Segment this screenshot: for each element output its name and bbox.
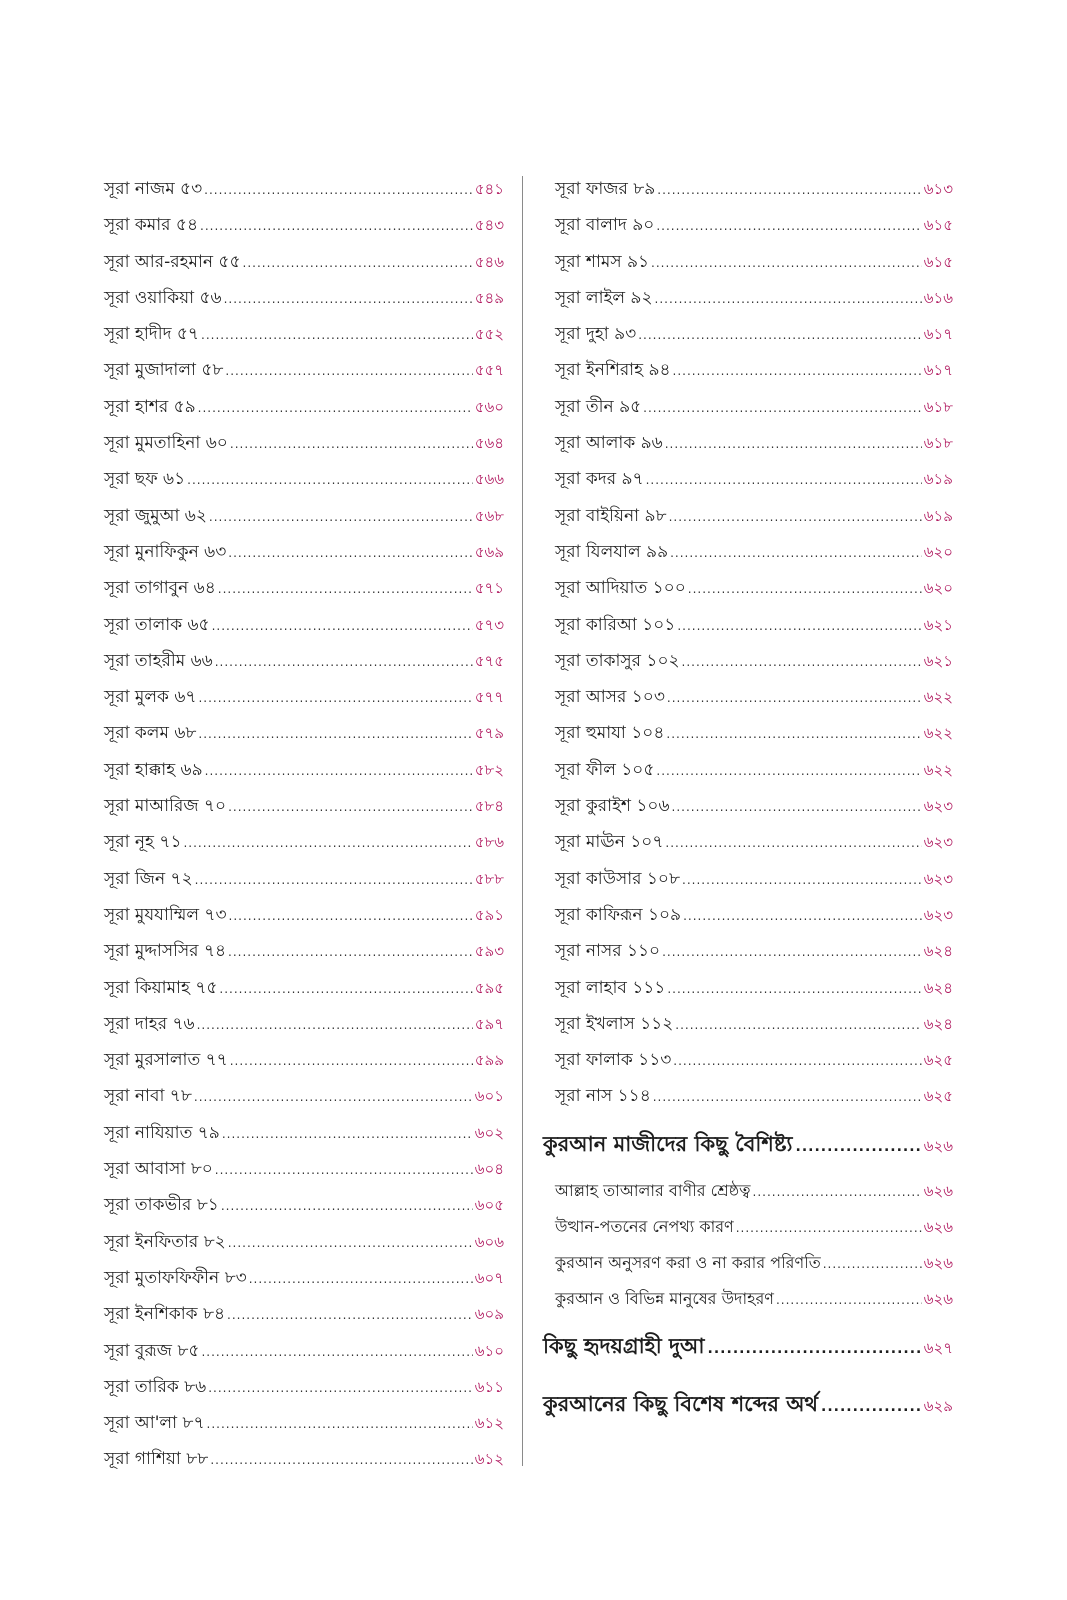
toc-page-number: ৫৬৮ — [474, 506, 504, 525]
toc-entry — [104, 1011, 504, 1047]
toc-page-number: ৫৪৩ — [474, 216, 504, 235]
toc-page-number: ৬১৭ — [923, 325, 953, 344]
dot-leader — [197, 1018, 473, 1032]
dot-leader — [224, 292, 473, 306]
toc-entry — [555, 430, 953, 466]
toc-page-number: ৬২২ — [923, 688, 953, 707]
toc-page-number: ৬১৭ — [923, 361, 953, 380]
toc-title: সূরা দাহর ৭৬ — [104, 1013, 195, 1034]
toc-page-number: ৬২৬ — [923, 1289, 953, 1308]
toc-page-number: ৬১১ — [474, 1377, 504, 1396]
toc-entry — [104, 902, 504, 938]
toc-page-number: ৬২৩ — [923, 905, 953, 924]
dot-leader — [200, 219, 473, 233]
toc-entry — [104, 575, 504, 611]
toc-entry — [104, 1192, 504, 1228]
toc-page-number: ৫৭৩ — [474, 615, 504, 634]
toc-entry — [555, 684, 953, 720]
dot-leader — [230, 1054, 473, 1068]
dot-leader — [656, 764, 921, 778]
toc-entry — [555, 539, 953, 575]
toc-page-number: ৫৭৯ — [474, 724, 504, 743]
toc-page-number: ৫৯১ — [474, 905, 504, 924]
toc-page-number: ৬০৭ — [474, 1268, 504, 1287]
toc-entry — [104, 176, 504, 212]
toc-title: সূরা হাক্কাহ ৬৯ — [104, 759, 203, 780]
dot-leader — [228, 546, 472, 560]
dot-leader — [207, 1417, 473, 1431]
dot-leader — [672, 800, 922, 814]
toc-page-number: ৬২১ — [923, 651, 953, 670]
toc-entry — [104, 684, 504, 720]
toc-page-number: ৬১৫ — [923, 216, 953, 235]
toc-title: সূরা মুমতাহিনা ৬০ — [104, 433, 228, 454]
dot-leader — [667, 691, 922, 705]
dot-leader — [673, 1054, 921, 1068]
dot-leader — [821, 1399, 921, 1415]
dot-leader — [675, 1018, 921, 1032]
toc-page-number: ৫৯৭ — [474, 1014, 504, 1033]
toc-entry — [104, 793, 504, 829]
toc-page-number: ৬১৯ — [923, 506, 953, 525]
toc-entry — [555, 829, 953, 865]
dot-leader — [194, 1090, 473, 1104]
toc-entry — [104, 466, 504, 502]
toc-page-number: ৫৪৬ — [474, 252, 504, 271]
dot-leader — [667, 982, 921, 996]
dot-leader — [638, 328, 922, 342]
toc-page-number: ৫৪৯ — [474, 288, 504, 307]
toc-page-number: ৬২৬ — [923, 1253, 953, 1272]
toc-entry — [104, 1338, 504, 1374]
dot-leader — [212, 619, 473, 633]
toc-page-number: ৬২৪ — [923, 942, 953, 961]
toc-title: সূরা তীন ৯৫ — [555, 396, 642, 417]
toc-title: সূরা ইনশিকাক ৮৪ — [104, 1304, 226, 1325]
toc-section-heading — [543, 1128, 953, 1178]
toc-entry — [104, 503, 504, 539]
dot-leader — [201, 1345, 472, 1359]
toc-title: সূরা আ'লা ৮৭ — [104, 1413, 205, 1434]
dot-leader — [651, 256, 922, 270]
toc-title: সূরা কাউসার ১০৮ — [555, 868, 681, 889]
toc-entry — [104, 285, 504, 321]
toc-title: সূরা বাইয়িনা ৯৮ — [555, 505, 667, 526]
toc-sub-entry — [555, 1178, 953, 1214]
toc-entry — [104, 1156, 504, 1192]
toc-title: সূরা ছফ ৬১ — [104, 469, 186, 490]
toc-page-number: ৬২২ — [923, 760, 953, 779]
dot-leader — [198, 727, 472, 741]
toc-entry — [555, 249, 953, 285]
toc-title: সূরা ফালাক ১১৩ — [555, 1050, 672, 1071]
dot-leader — [225, 364, 472, 378]
toc-page-number: ৬০১ — [474, 1087, 504, 1106]
toc-entry — [104, 1410, 504, 1446]
column-divider — [522, 176, 523, 1466]
toc-title: সূরা নাস ১১৪ — [555, 1086, 651, 1107]
dot-leader — [222, 1127, 473, 1141]
dot-leader — [218, 582, 473, 596]
toc-title: সূরা হাশর ৫৯ — [104, 396, 196, 417]
toc-page-number: ৬১৯ — [923, 470, 953, 489]
toc-entry — [104, 1120, 504, 1156]
toc-entry — [555, 793, 953, 829]
toc-title: সূরা মুরসালাত ৭৭ — [104, 1050, 228, 1071]
toc-page-number: ৬২৩ — [923, 869, 953, 888]
toc-page-number: ৫৫২ — [474, 325, 504, 344]
dot-leader — [243, 256, 473, 270]
toc-title: সূরা বুরূজ ৮৫ — [104, 1340, 200, 1361]
dot-leader — [215, 1163, 473, 1177]
dot-leader — [215, 655, 473, 669]
dot-leader — [683, 909, 922, 923]
toc-title: সূরা আবাসা ৮০ — [104, 1159, 213, 1180]
toc-title: সূরা নাজম ৫৩ — [104, 179, 203, 199]
toc-title: সূরা মুলক ৬৭ — [104, 687, 197, 708]
dot-leader — [657, 183, 921, 197]
toc-title: সূরা জিন ৭২ — [104, 868, 193, 889]
toc-title: সূরা কারিআ ১০১ — [555, 614, 676, 635]
toc-page-number: ৬১৮ — [923, 397, 953, 416]
dot-leader — [195, 873, 473, 887]
dot-leader — [228, 945, 473, 959]
toc-page-number: ৫৯৯ — [474, 1051, 504, 1070]
dot-leader — [776, 1293, 922, 1307]
toc-page-number: ৬১৫ — [923, 252, 953, 271]
toc-title: কুরআন অনুসরণ করা ও না করার পরিণতি — [555, 1252, 821, 1272]
toc-title: সূরা লাহাব ১১১ — [555, 977, 666, 998]
toc-page-number: ৫৮৮ — [474, 869, 504, 888]
toc-title: সূরা দুহা ৯৩ — [555, 324, 637, 345]
dot-leader — [665, 836, 921, 850]
toc-page-number: ৬২৬ — [923, 1181, 953, 1200]
toc-title: সূরা কমার ৫৪ — [104, 215, 198, 236]
toc-title: সূরা তাকভীর ৮১ — [104, 1195, 219, 1216]
toc-page-number: ৬১৬ — [923, 288, 953, 307]
toc-sub-entry — [555, 1214, 953, 1250]
toc-entry — [104, 394, 504, 430]
dot-leader — [221, 1199, 473, 1213]
dot-leader — [198, 691, 472, 705]
dot-leader — [230, 437, 473, 451]
toc-page-number: ৫৮২ — [474, 760, 504, 779]
toc-page-number: ৫৯৩ — [474, 942, 504, 961]
toc-title: সূরা মুতাফফিফীন ৮৩ — [104, 1267, 247, 1288]
toc-entry — [555, 938, 953, 974]
toc-entry — [104, 1265, 504, 1301]
dot-leader — [187, 473, 473, 487]
toc-entry — [104, 1047, 504, 1083]
dot-leader — [204, 183, 473, 197]
dot-leader — [228, 1236, 473, 1250]
toc-title: সূরা কদর ৯৭ — [555, 469, 644, 490]
toc-entry — [555, 720, 953, 756]
toc-entry — [104, 720, 504, 756]
toc-entry — [104, 757, 504, 793]
dot-leader — [249, 1272, 473, 1286]
dot-leader — [646, 473, 922, 487]
toc-title: সূরা যিলযাল ৯৯ — [555, 541, 669, 562]
toc-title: কুরআনের কিছু বিশেষ শব্দের অর্থ — [543, 1391, 819, 1416]
dot-leader — [655, 292, 922, 306]
toc-title: সূরা নূহ ৭১ — [104, 832, 182, 853]
toc-title: সূরা মাআরিজ ৭০ — [104, 796, 227, 817]
toc-entry — [104, 648, 504, 684]
toc-title: সূরা কলম ৬৮ — [104, 723, 197, 744]
dot-leader — [208, 1381, 473, 1395]
toc-entry — [555, 321, 953, 357]
toc-title: সূরা গাশিয়া ৮৮ — [104, 1449, 209, 1470]
toc-entry — [555, 466, 953, 502]
toc-title: সূরা জুমুআ ৬২ — [104, 505, 207, 526]
toc-title: উত্থান-পতনের নেপথ্য কারণ — [555, 1216, 734, 1236]
toc-title: সূরা শামস ৯১ — [555, 251, 650, 272]
toc-entry — [555, 1047, 953, 1083]
toc-title: সূরা হাদীদ ৫৭ — [104, 324, 199, 345]
toc-entry — [555, 176, 953, 212]
dot-leader — [662, 945, 922, 959]
toc-section-heading — [543, 1388, 953, 1438]
toc-entry — [104, 321, 504, 357]
toc-page-number: ৫৭৫ — [474, 651, 504, 670]
toc-entry — [104, 1083, 504, 1119]
dot-leader — [682, 873, 922, 887]
toc-title: সূরা মুযযাম্মিল ৭৩ — [104, 904, 227, 925]
toc-title: সূরা ওয়াকিয়া ৫৬ — [104, 287, 222, 308]
toc-entry — [555, 612, 953, 648]
toc-entry — [555, 1011, 953, 1047]
toc-title: কিছু হৃদয়গ্রাহী দুআ — [543, 1333, 705, 1358]
dot-leader — [229, 909, 473, 923]
toc-page-number: ৬২৫ — [923, 1051, 953, 1070]
toc-page-number: ৬২৯ — [923, 1396, 953, 1415]
dot-leader — [228, 800, 473, 814]
toc-entry — [555, 285, 953, 321]
toc-entry — [104, 1374, 504, 1410]
toc-entry — [104, 938, 504, 974]
toc-page-number: ৬২৩ — [923, 797, 953, 816]
toc-title: সূরা বালাদ ৯০ — [555, 215, 655, 236]
toc-title: সূরা আদিয়াত ১০০ — [555, 578, 686, 599]
toc-page-number: ৬২৪ — [923, 978, 953, 997]
toc-page-number: ৬২৬ — [923, 1136, 953, 1155]
dot-leader — [210, 1453, 472, 1467]
toc-entry — [104, 212, 504, 248]
dot-leader — [669, 510, 922, 524]
toc-page-number: ৫৬৪ — [474, 434, 504, 453]
dot-leader — [673, 364, 922, 378]
toc-title: সূরা হুমাযা ১০৪ — [555, 723, 665, 744]
toc-title: সূরা তালাক ৬৫ — [104, 614, 210, 635]
toc-page-number: ৬২১ — [923, 615, 953, 634]
toc-title: সূরা ইখলাস ১১২ — [555, 1013, 674, 1034]
dot-leader — [201, 328, 473, 342]
toc-title: সূরা লাইল ৯২ — [555, 287, 653, 308]
toc-page-number: ৬০৪ — [474, 1160, 504, 1179]
toc-entry — [555, 648, 953, 684]
dot-leader — [653, 1090, 922, 1104]
toc-page-number: ৬২৩ — [923, 833, 953, 852]
toc-page-number: ৬১৩ — [923, 180, 953, 198]
toc-title: সূরা কুরাইশ ১০৬ — [555, 796, 670, 817]
dot-leader — [643, 401, 922, 415]
toc-page-number: ৬০২ — [474, 1123, 504, 1142]
toc-entry — [104, 249, 504, 285]
toc-entry — [104, 975, 504, 1011]
dot-leader — [670, 546, 922, 560]
toc-page-number: ৬২৫ — [923, 1087, 953, 1106]
toc-page-number: ৬১২ — [474, 1450, 504, 1469]
toc-page-number: ৬১২ — [474, 1414, 504, 1433]
toc-page-number: ৫৪১ — [474, 180, 504, 198]
toc-page-number: ৫৮৪ — [474, 797, 504, 816]
toc-sub-entry — [555, 1286, 953, 1322]
toc-entry — [555, 975, 953, 1011]
toc-title: সূরা ইনফিতার ৮২ — [104, 1231, 226, 1252]
toc-title: সূরা ফীল ১০৫ — [555, 759, 655, 780]
toc-entry — [555, 757, 953, 793]
dot-leader — [796, 1139, 921, 1155]
toc-page-number: ৫৯৫ — [474, 978, 504, 997]
toc-column-right — [543, 176, 953, 1438]
toc-title: সূরা কাফিরূন ১০৯ — [555, 904, 682, 925]
dot-leader — [823, 1257, 922, 1271]
toc-page-number: ৫৬৯ — [474, 542, 504, 561]
toc-section-heading — [543, 1330, 953, 1380]
toc-page-number: ৬২৭ — [923, 1338, 953, 1357]
toc-entry — [555, 394, 953, 430]
toc-title: সূরা নাবা ৭৮ — [104, 1086, 192, 1107]
toc-entry — [104, 1446, 504, 1482]
dot-leader — [219, 982, 472, 996]
toc-entry — [104, 829, 504, 865]
toc-entry — [555, 1083, 953, 1119]
dot-leader — [227, 1308, 473, 1322]
toc-page-number: ৬১০ — [474, 1341, 504, 1360]
toc-entry — [104, 1229, 504, 1265]
dot-leader — [666, 727, 921, 741]
toc-entry — [555, 575, 953, 611]
toc-entry — [104, 1301, 504, 1337]
toc-title: সূরা ফাজর ৮৯ — [555, 179, 656, 199]
toc-title: সূরা আর-রহমান ৫৫ — [104, 251, 241, 272]
toc-page-number: ৬২০ — [923, 542, 953, 561]
toc-entry — [555, 866, 953, 902]
toc-title: সূরা কিয়ামাহ ৭৫ — [104, 977, 218, 998]
toc-column-left — [104, 176, 504, 1483]
toc-title: সূরা নাযিয়াত ৭৯ — [104, 1122, 220, 1143]
toc-title: আল্লাহ তাআলার বাণীর শ্রেষ্ঠত্ব — [555, 1180, 751, 1200]
toc-entry — [104, 612, 504, 648]
toc-title: সূরা মাঊন ১০৭ — [555, 832, 664, 853]
toc-page-number: ৫৭৭ — [474, 688, 504, 707]
toc-page-number: ৬০৫ — [474, 1196, 504, 1215]
toc-entry — [104, 539, 504, 575]
toc-title: সূরা তাগাবুন ৬৪ — [104, 578, 216, 599]
toc-title: কুরআন মাজীদের কিছু বৈশিষ্ট্য — [543, 1131, 793, 1156]
toc-page-number: ৬১৮ — [923, 434, 953, 453]
toc-entry — [104, 866, 504, 902]
toc-page-number: ৬২২ — [923, 724, 953, 743]
toc-page-number: ৬০৬ — [474, 1232, 504, 1251]
dot-leader — [665, 437, 922, 451]
toc-title: সূরা মুজাদালা ৫৮ — [104, 360, 224, 381]
toc-sub-entry — [555, 1250, 953, 1286]
toc-page-number: ৬২০ — [923, 579, 953, 598]
dot-leader — [688, 582, 922, 596]
dot-leader — [183, 836, 472, 850]
dot-leader — [736, 1221, 922, 1235]
toc-title: সূরা তাকাসুর ১০২ — [555, 650, 680, 671]
toc-entry — [555, 357, 953, 393]
toc-title: কুরআন ও বিভিন্ন মানুষের উদাহরণ — [555, 1288, 774, 1308]
dot-leader — [682, 655, 922, 669]
toc-page-number: ৫৭১ — [474, 579, 504, 598]
toc-page-number: ৫৫৭ — [474, 361, 504, 380]
toc-title: সূরা আলাক ৯৬ — [555, 433, 663, 454]
toc-title: সূরা আসর ১০৩ — [555, 687, 665, 708]
toc-page-number: ৫৬৬ — [474, 470, 504, 489]
toc-title: সূরা মুদ্দাসসির ৭৪ — [104, 941, 227, 962]
toc-title: সূরা মুনাফিকুন ৬৩ — [104, 541, 227, 562]
toc-title: সূরা তাহরীম ৬৬ — [104, 650, 213, 671]
toc-entry — [555, 902, 953, 938]
toc-entry — [104, 357, 504, 393]
toc-page-number: ৫৬০ — [474, 397, 504, 416]
toc-page-number: ৬০৯ — [474, 1305, 504, 1324]
dot-leader — [708, 1341, 921, 1357]
toc-entry — [555, 212, 953, 248]
toc-title: সূরা তারিক ৮৬ — [104, 1376, 207, 1397]
toc-entry — [104, 430, 504, 466]
toc-title: সূরা নাসর ১১০ — [555, 941, 661, 962]
dot-leader — [753, 1185, 922, 1199]
dot-leader — [209, 510, 473, 524]
dot-leader — [198, 401, 473, 415]
toc-entry — [555, 503, 953, 539]
dot-leader — [677, 619, 921, 633]
dot-leader — [656, 219, 921, 233]
toc-page-number: ৬২৪ — [923, 1014, 953, 1033]
dot-leader — [205, 764, 473, 778]
toc-page-number: ৫৮৬ — [474, 833, 504, 852]
toc-title: সূরা ইনশিরাহ ৯৪ — [555, 360, 671, 381]
toc-page-number: ৬২৬ — [923, 1217, 953, 1236]
